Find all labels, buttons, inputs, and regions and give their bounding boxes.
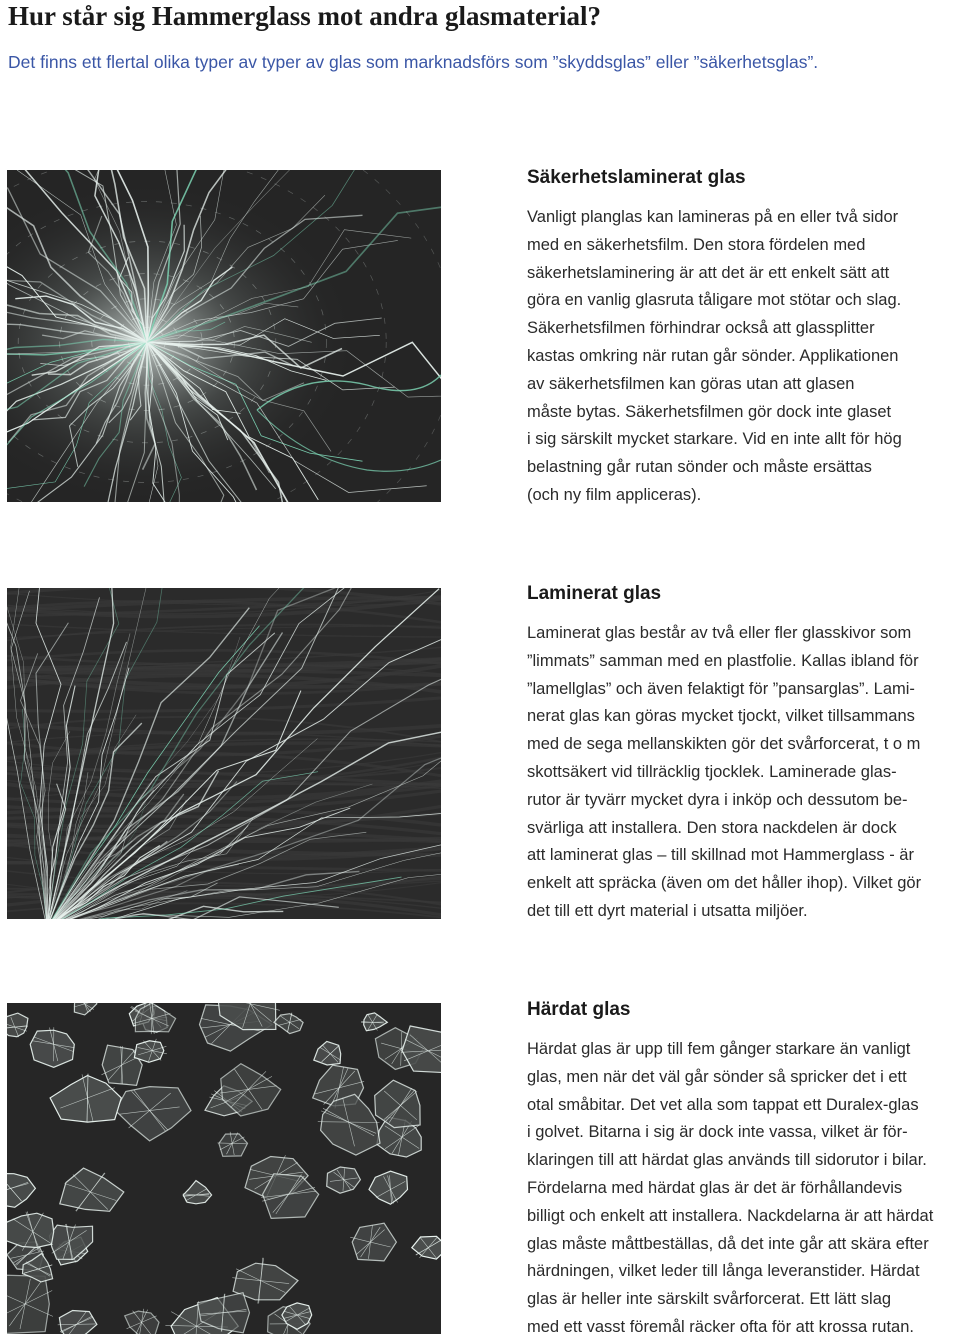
section-heading-laminerat: Laminerat glas (527, 582, 661, 606)
body-line: ”limmats” samman med en plastfolie. Kallas ibland för (527, 648, 921, 676)
body-line: glas, men när det väl går sönder så spricker det i ett (527, 1064, 933, 1092)
section-heading-sakerhetslaminerat: Säkerhetslaminerat glas (527, 166, 746, 190)
body-line: härdningen, vilket leder till långa leveranstider. Härdat (527, 1258, 933, 1286)
body-line: med ett vasst föremål räcker ofta för att krossa rutan. (527, 1314, 933, 1342)
intro-text: Det finns ett flertal olika typer av typer av glas som marknadsförs som ”skyddsglas” eller ”säkerhetsglas”. (8, 50, 818, 74)
body-line: säkerhetslaminering är att det är ett enkelt sätt att (527, 260, 902, 288)
body-line: att laminerat glas – till skillnad mot Hammerglass - är (527, 842, 921, 870)
section-heading-hardat: Härdat glas (527, 998, 630, 1022)
body-line: glas måste måttbeställas, då det inte går att skära efter (527, 1231, 933, 1259)
section-body-hardat (527, 1036, 933, 1342)
body-line: Härdat glas är upp till fem gånger starkare än vanligt (527, 1036, 933, 1064)
body-line: enkelt att spräcka (även om det håller ihop). Vilket gör (527, 870, 921, 898)
section-body-laminerat (527, 620, 921, 926)
body-line: svärliga att installera. Den stora nackdelen är dock (527, 815, 921, 843)
body-line: klaringen till att härdat glas används till sidorutor i bilar. (527, 1147, 933, 1175)
body-line: glas är heller inte särskilt svårforcerat. Ett lätt slag (527, 1286, 933, 1314)
body-line: skottsäkert vid tillräcklig tjocklek. Laminerade glas- (527, 759, 921, 787)
body-line: billigt och enkelt att installera. Nackdelarna är att härdat (527, 1203, 933, 1231)
body-line: av säkerhetsfilmen kan göras utan att glasen (527, 371, 902, 399)
body-line: göra en vanlig glasruta tåligare mot stötar och slag. (527, 287, 902, 315)
body-line: otal småbitar. Det vet alla som tappat ett Duralex-glas (527, 1092, 933, 1120)
body-line: belastning går rutan sönder och måste ersättas (527, 454, 902, 482)
body-line: kastas omkring när rutan går sönder. Applikationen (527, 343, 902, 371)
body-line: Fördelarna med härdat glas är det är förhållandevis (527, 1175, 933, 1203)
shattered-tempered-glass-image (7, 1003, 441, 1334)
body-line: Laminerat glas består av två eller fler glasskivor som (527, 620, 921, 648)
body-line: rutor är tyvärr mycket dyra i inköp och dessutom be- (527, 787, 921, 815)
body-line: i golvet. Bitarna i sig är dock inte vassa, vilket är för- (527, 1119, 933, 1147)
page-title: Hur står sig Hammerglass mot andra glasmaterial? (8, 0, 601, 32)
cracked-laminated-glass-image (7, 588, 441, 919)
body-line: det till ett dyrt material i utsatta miljöer. (527, 898, 921, 926)
body-line: måste bytas. Säkerhetsfilmen gör dock inte glaset (527, 399, 902, 427)
body-line: med en säkerhetsfilm. Den stora fördelen med (527, 232, 902, 260)
body-line: Vanligt planglas kan lamineras på en eller två sidor (527, 204, 902, 232)
body-line: nerat glas kan göras mycket tjockt, vilket tillsammans (527, 703, 921, 731)
body-line: i sig särskilt mycket starkare. Vid en inte allt för hög (527, 426, 902, 454)
body-line: Säkerhetsfilmen förhindrar också att glassplitter (527, 315, 902, 343)
shattered-safety-laminated-glass-image (7, 170, 441, 502)
body-line: (och ny film appliceras). (527, 482, 902, 510)
body-line: ”lamellglas” och även felaktigt för ”pansarglas”. Lami- (527, 676, 921, 704)
section-body-sakerhetslaminerat (527, 204, 902, 510)
body-line: med de sega mellanskikten gör det svårforcerat, t o m (527, 731, 921, 759)
